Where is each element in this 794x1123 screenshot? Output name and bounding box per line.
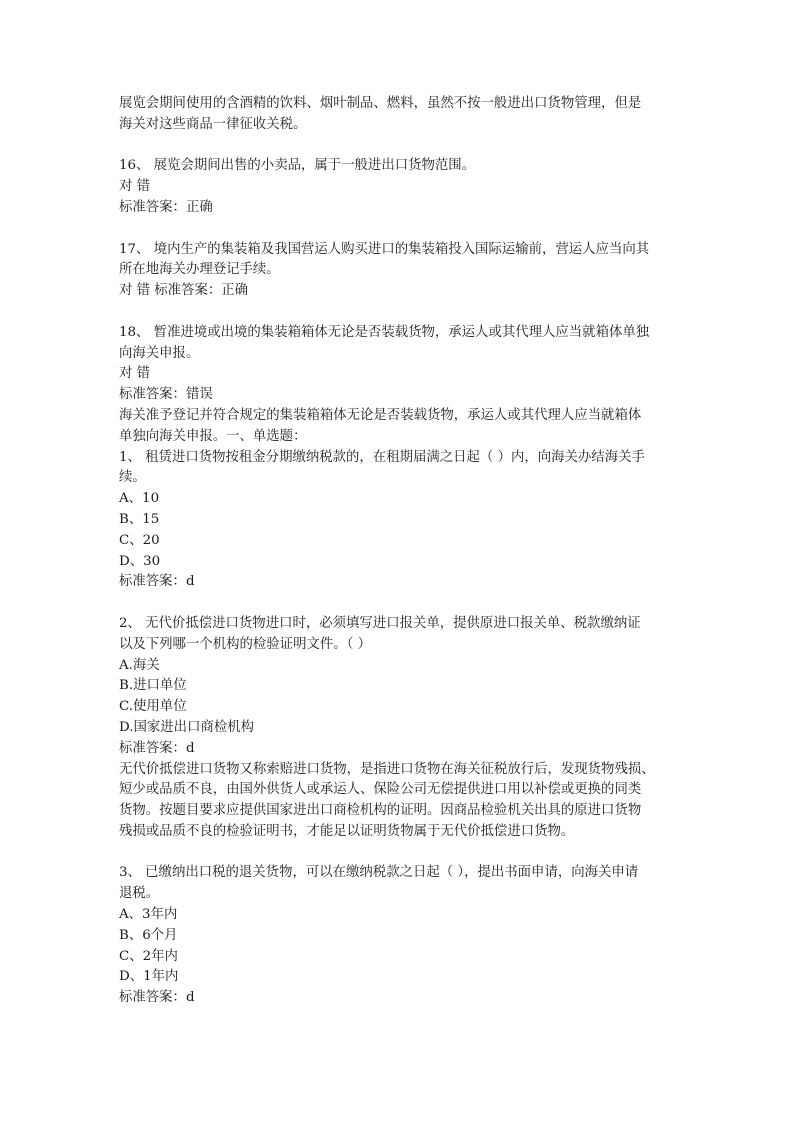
mc2-question-line: 以及下列哪一个机构的检验证明文件。（ ） xyxy=(119,636,371,652)
mc2-explanation-line: 短少或品质不良，由国外供货人或承运人、保险公司无偿提供进口用以补偿或更换的同类 xyxy=(119,782,642,798)
mc3-option-d: D、1年内 xyxy=(119,969,179,985)
q17-question-line: 所在地海关办理登记手续。 xyxy=(119,262,280,278)
mc3-option-a: A、3年内 xyxy=(119,907,178,923)
q16-answer: 标准答案：正确 xyxy=(119,199,213,215)
paragraph-gap xyxy=(119,593,679,614)
mc3-answer: 标准答案：d xyxy=(119,990,195,1006)
mc3-question-line: 退税。 xyxy=(119,886,160,902)
document-body xyxy=(119,94,679,1009)
q18-answer: 标准答案：错误 xyxy=(119,387,213,403)
intro-note-line: 展览会期间使用的含酒精的饮料、烟叶制品、燃料，虽然不按一般进出口货物管理，但是 xyxy=(119,96,642,111)
q17-options-answer: 对 错 标准答案：正确 xyxy=(119,283,249,299)
mc2-option-d: D.国家进出口商检机构 xyxy=(119,719,255,735)
mc3-option-c: C、2年内 xyxy=(119,948,178,964)
q18-options: 对 错 xyxy=(119,366,151,382)
paragraph-gap xyxy=(119,136,679,157)
q17-question-line: 17、 境内生产的集装箱及我国营运人购买进口的集装箱投入国际运输前，营运人应当向其 xyxy=(119,241,650,257)
mc2-explanation-line: 货物。按题目要求应提供国家进出口商检机构的证明。因商品检验机关出具的原进口货物 xyxy=(119,803,642,819)
mc2-option-b: B.进口单位 xyxy=(119,678,187,694)
paragraph-gap xyxy=(119,219,679,240)
mc2-explanation-line: 残损或品质不良的检验证明书，才能足以证明货物属于无代价抵偿进口货物。 xyxy=(119,823,575,839)
paragraph-gap xyxy=(119,302,679,323)
mc3-option-b: B、6个月 xyxy=(119,927,178,943)
q18-question-line: 向海关申报。 xyxy=(119,345,200,361)
intro-note-line: 海关对这些商品一律征收关税。 xyxy=(119,116,307,132)
mc3-question-line: 3、 已缴纳出口税的退关货物，可以在缴纳税款之日起（ ），提出书面申请，向海关申请 xyxy=(119,865,639,881)
q18-explanation-line: 海关准予登记并符合规定的集装箱箱体无论是否装载货物，承运人或其代理人应当就箱体 xyxy=(119,407,642,423)
mc1-option-c: C、20 xyxy=(119,532,160,548)
q16-question: 16、 展览会期间出售的小卖品，属于一般进出口货物范围。 xyxy=(119,158,476,174)
mc1-option-d: D、30 xyxy=(119,553,161,569)
mc1-option-a: A、10 xyxy=(119,491,160,507)
mc2-explanation-line: 无代价抵偿进口货物又称索赔进口货物，是指进口货物在海关征税放行后，发现货物残损、 xyxy=(119,761,655,777)
mc1-answer: 标准答案：d xyxy=(119,574,195,590)
q16-options: 对 错 xyxy=(119,179,151,195)
paragraph-gap xyxy=(119,843,679,864)
mc1-question-line: 1、 租赁进口货物按租金分期缴纳税款的，在租期届满之日起（ ）内，向海关办结海关手 xyxy=(119,449,645,465)
mc1-question-line: 续。 xyxy=(119,470,146,486)
mc2-option-a: A.海关 xyxy=(119,657,160,673)
q18-explanation-line: 单独向海关申报。一、单选题： xyxy=(119,428,307,444)
mc2-option-c: C.使用单位 xyxy=(119,699,187,715)
mc2-answer: 标准答案：d xyxy=(119,740,195,756)
q18-question-line: 18、 暂准进境或出境的集装箱箱体无论是否装载货物，承运人或其代理人应当就箱体单独 xyxy=(119,324,650,340)
mc1-option-b: B、15 xyxy=(119,511,160,527)
mc2-question-line: 2、 无代价抵偿进口货物进口时，必须填写进口报关单，提供原进口报关单、税款缴纳证 xyxy=(119,615,641,631)
